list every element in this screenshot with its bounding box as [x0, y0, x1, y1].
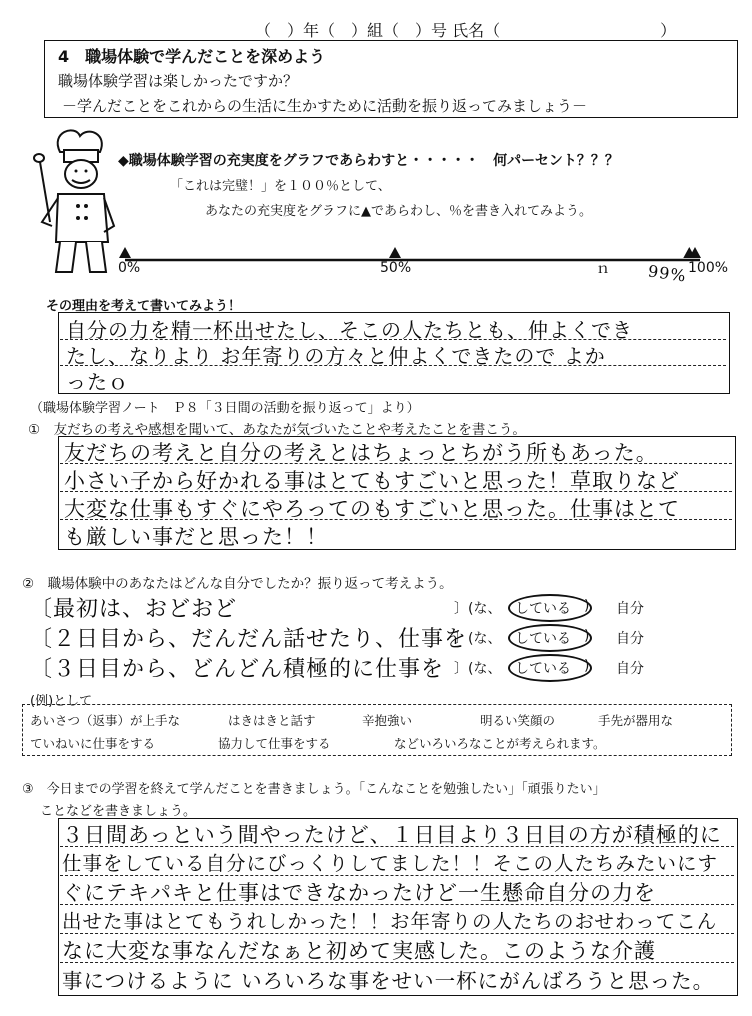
- scale-label-0: 0%: [118, 260, 141, 276]
- reason-line-3: ったｏ: [66, 370, 129, 394]
- q2-answer-2: 〔２日目から、だんだん話せたり、仕事を: [30, 627, 468, 652]
- scale-label-100: 100%: [688, 260, 729, 276]
- scale-tick-0: [119, 247, 131, 258]
- q2-circle-2: [508, 624, 592, 652]
- q2-circled-3: している: [515, 661, 571, 677]
- q1-line-1: 友だちの考えと自分の考えとはちょっとちがう所もあった。: [64, 441, 658, 465]
- graph-heading: ◆職場体験学習の充実度をグラフであらわすと・・・・・ 何パーセント？？？: [118, 153, 619, 169]
- reason-line-1: 自分の力を精一杯出せたし、そこの人たちとも、仲よくでき: [66, 318, 633, 342]
- q3-line-4: 出せた事はとてもうれしかった！！お年寄りの人たちのおせわってこん: [62, 910, 718, 933]
- q2-circle-3: [508, 654, 592, 682]
- handwritten-percent: 99%: [646, 261, 688, 286]
- q2-suffix-close-1: ): [584, 598, 590, 614]
- reason-prompt: その理由を考えて書いてみよう！: [46, 299, 242, 314]
- section-question: 職場体験学習は楽しかったですか？: [58, 72, 299, 90]
- scale-tick-50: [389, 247, 401, 258]
- q1-line-4: も厳しい事だと思った！！: [64, 525, 328, 549]
- q2-circle-1: [508, 594, 592, 622]
- q1-line-2: 小さい子から好かれる事はとてもすごいと思った！草取りなど: [64, 469, 680, 493]
- q2-answer-1: 〔最初は、おどおど: [30, 597, 238, 622]
- name-line: （ ）年（ ）組（ ）号 氏名（ ）: [255, 21, 677, 40]
- q2-tail-3: 自分: [616, 661, 644, 677]
- q2-circled-1: している: [515, 601, 571, 617]
- satisfaction-scale: [110, 238, 730, 298]
- example-label: (例)として: [30, 694, 93, 709]
- stray-mark: ｎ: [596, 261, 611, 277]
- q3-line-1: ３日間あっという間やったけど、１日目より３日目の方が積極的に: [62, 823, 722, 847]
- example-6: ていねいに仕事をする: [30, 736, 156, 751]
- section-title: 4 職場体験で学んだことを深めよう: [58, 47, 326, 66]
- q2-suffix-open-3: 〕(な、: [454, 661, 502, 677]
- q2-tail-1: 自分: [616, 601, 644, 617]
- example-2: はきはきと話す: [228, 713, 316, 728]
- graph-instruction-2: あなたの充実度をグラフに▲であらわし、％を書き入れてみよう。: [205, 204, 592, 219]
- example-7: 協力して仕事をする: [218, 736, 331, 751]
- q2-circled-2: している: [515, 631, 571, 647]
- q2-suffix-close-2: ): [584, 628, 590, 644]
- q3-line-3: ぐにテキパキと仕事はできなかったけど一生懸命自分の力を: [62, 881, 656, 905]
- chef-illustration: [20, 122, 120, 282]
- q2-tail-2: 自分: [616, 631, 644, 647]
- q2-prompt: ② 職場体験中のあなたはどんな自分でしたか？振り返って考えよう。: [22, 576, 453, 592]
- q2-suffix-close-3: ): [584, 658, 590, 674]
- example-4: 明るい笑顔の: [480, 713, 556, 728]
- q1-prompt: ① 友だちの考えや感想を聞いて、あなたが気づいたことや考えたことを書こう。: [28, 422, 526, 438]
- example-8: などいろいろなことが考えられます。: [394, 736, 606, 751]
- q1-line-3: 大変な仕事もすぐにやろってのもすごいと思った。仕事はとて: [64, 497, 680, 521]
- example-3: 辛抱強い: [362, 713, 413, 728]
- q2-answer-3: 〔３日目から、どんどん積極的に仕事を: [30, 657, 445, 682]
- note-reference: （職場体験学習ノート Ｐ８「３日間の活動を振り返って」より）: [30, 401, 420, 416]
- q3-prompt-2: ことなどを書きましょう。: [40, 804, 197, 819]
- q3-line-6: 事につけるように いろいろな事をせい一杯にがんばろうと思った。: [62, 969, 715, 993]
- example-5: 手先が器用な: [598, 713, 674, 728]
- graph-instruction-1: 「これは完璧！」を１００％として、: [170, 179, 391, 194]
- example-1: あいさつ（返事）が上手な: [30, 713, 181, 728]
- q2-suffix-open-2: 〕(な、: [454, 631, 502, 647]
- q3-line-5: なに大変な事なんだなぁと初めて実感した。このような介護: [62, 939, 656, 963]
- section-subtitle: －学んだことをこれからの生活に生かすために活動を振り返ってみましょう－: [62, 97, 588, 115]
- q3-prompt-1: ③ 今日までの学習を終えて学んだことを書きましょう。「こんなことを勉強したい」「頑張りたい」: [22, 782, 606, 797]
- scale-label-50: 50%: [380, 260, 412, 276]
- q2-suffix-open-1: 〕(な、: [454, 601, 502, 617]
- q3-line-2: 仕事をしている自分にびっくりしてました！！そこの人たちみたいにす: [62, 852, 719, 875]
- reason-line-2: たし、なりより お年寄りの方々と仲よくできたので よか: [66, 344, 606, 368]
